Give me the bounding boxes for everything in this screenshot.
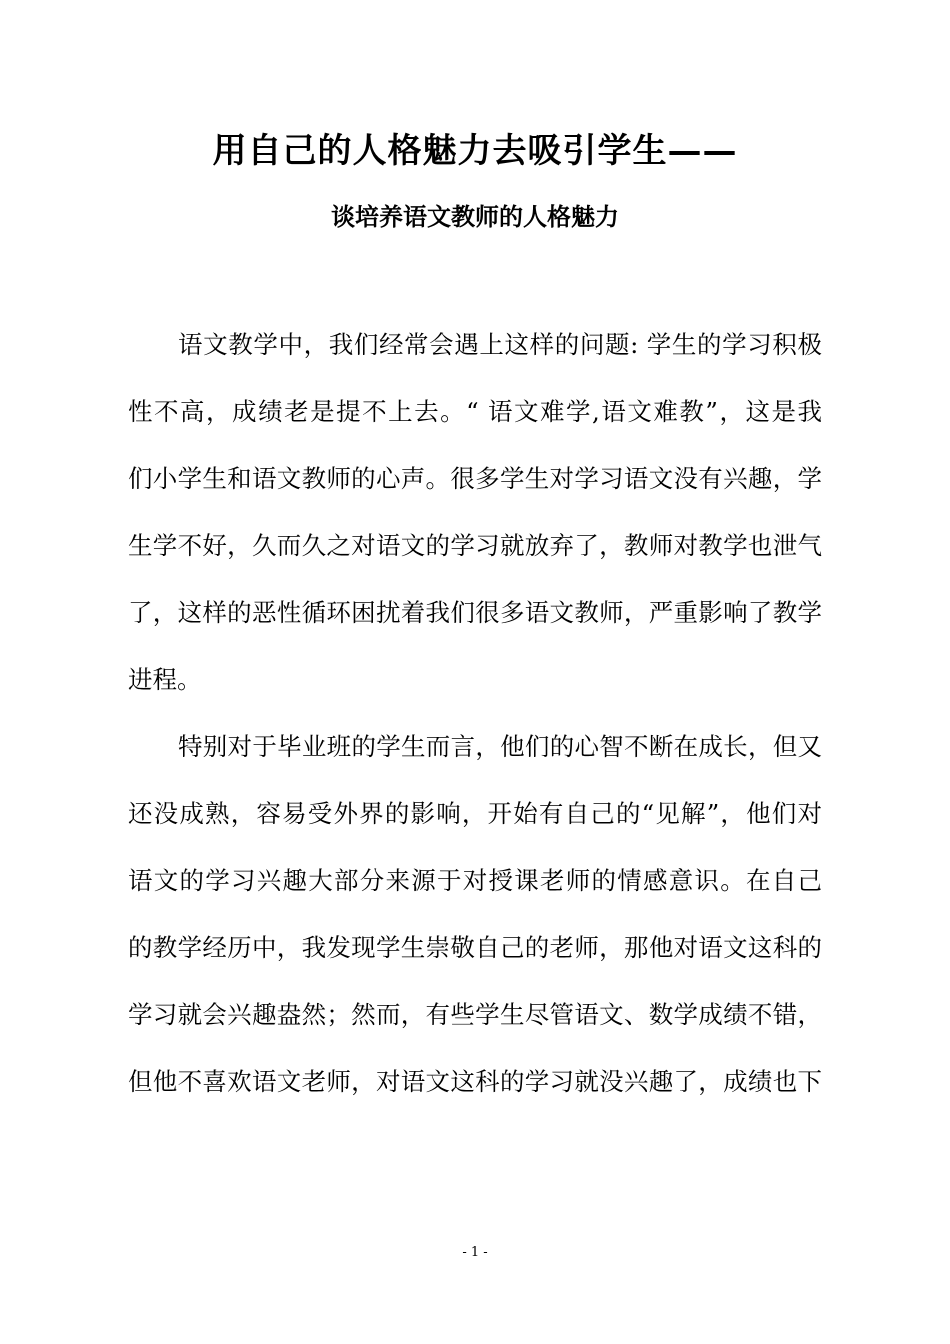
paragraph-line: 的教学经历中，我发现学生崇敬自己的老师，那他对语文这科的: [128, 933, 822, 962]
paragraph-line: 性不高，成绩老是提不上去。“ 语文难学,语文难教”，这是我: [128, 397, 822, 426]
paragraph-line: 语文的学习兴趣大部分来源于对授课老师的情感意识。在自己: [128, 866, 822, 895]
paragraph-line: 了，这样的恶性循环困扰着我们很多语文教师，严重影响了教学: [128, 598, 822, 627]
paragraph-line: 学习就会兴趣盎然；然而，有些学生尽管语文、数学成绩不错，: [128, 1000, 822, 1029]
page-number: - 1 -: [462, 1245, 488, 1260]
paragraph-2: [128, 718, 822, 1120]
document-title: 用自己的人格魅力去吸引学生——: [212, 131, 738, 171]
paragraph-line: 还没成熟，容易受外界的影响，开始有自己的“见解”，他们对: [128, 799, 822, 828]
document-subtitle: 谈培养语文教师的人格魅力: [331, 202, 619, 231]
paragraph-line: 语文教学中，我们经常会遇上这样的问题: 学生的学习积极: [178, 330, 822, 359]
paragraph-line: 进程。: [128, 665, 202, 694]
paragraph-line: 们小学生和语文教师的心声。很多学生对学习语文没有兴趣，学: [128, 464, 822, 493]
paragraph-line: 生学不好，久而久之对语文的学习就放弃了，教师对教学也泄气: [128, 531, 822, 560]
paragraph-line: 但他不喜欢语文老师，对语文这科的学习就没兴趣了，成绩也下: [128, 1067, 822, 1096]
paragraph-line: 特别对于毕业班的学生而言，他们的心智不断在成长，但又: [178, 732, 822, 761]
document-body: [128, 316, 822, 1120]
paragraph-1: [128, 316, 822, 718]
